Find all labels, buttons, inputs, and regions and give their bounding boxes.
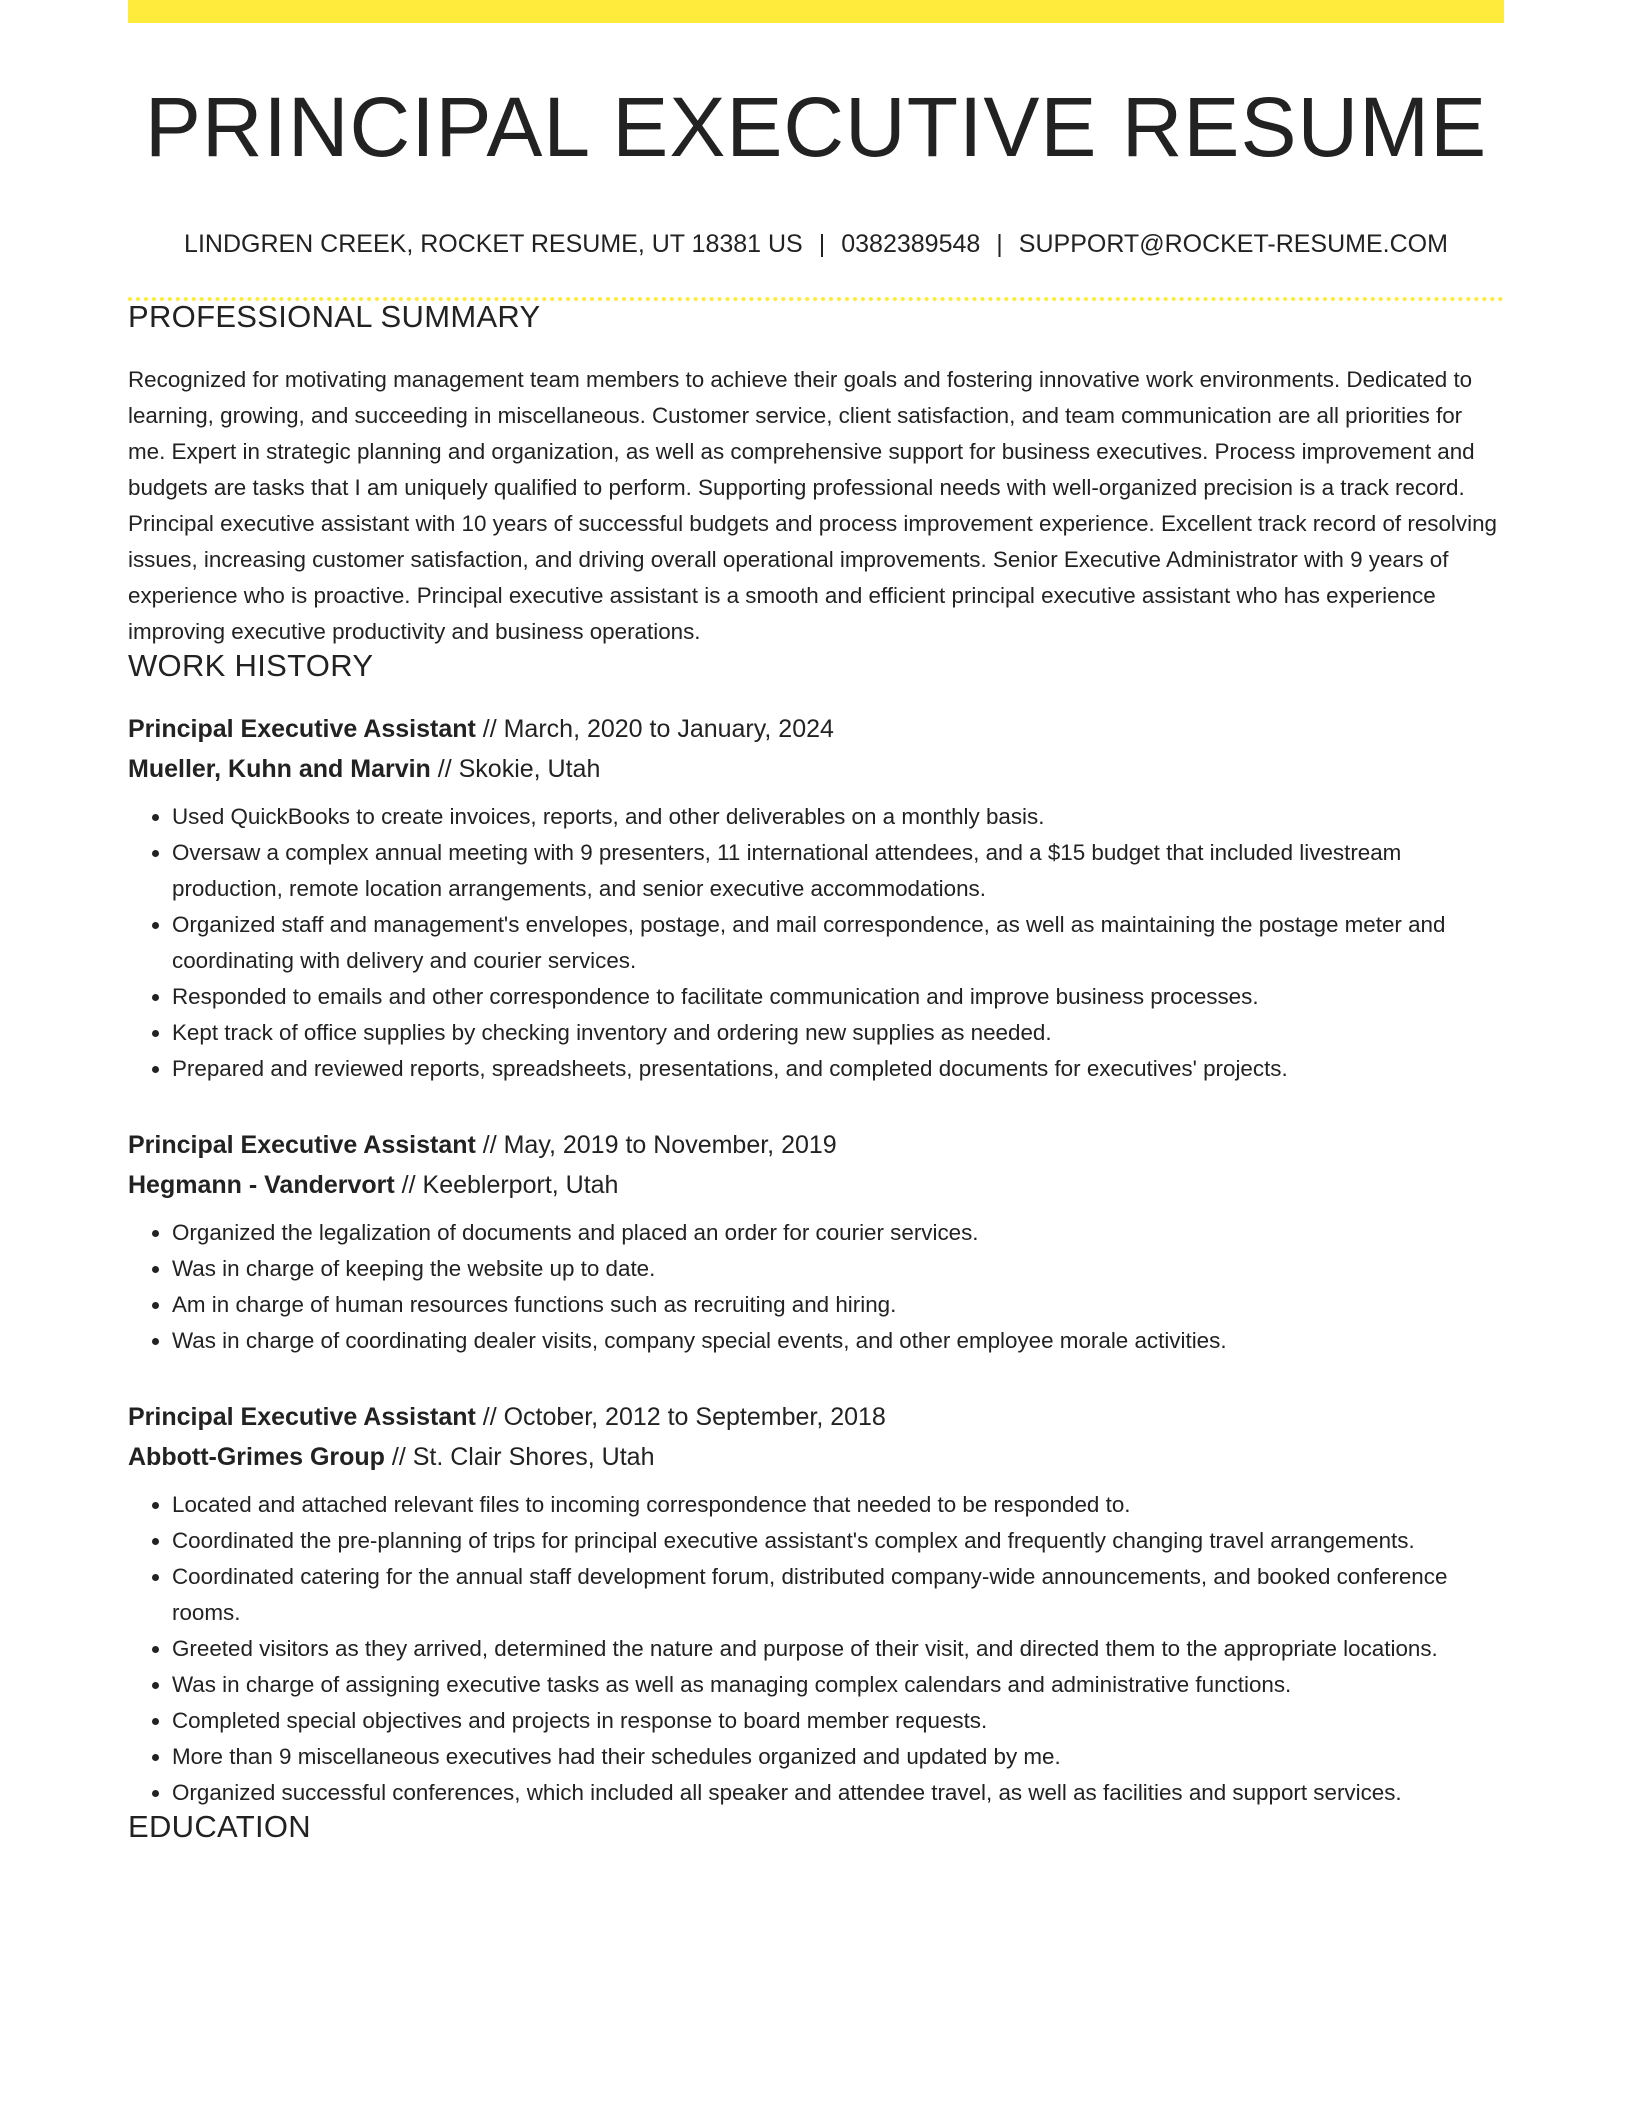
job-entry xyxy=(128,1397,1504,1811)
address: LINDGREN CREEK, ROCKET RESUME, UT 18381 US xyxy=(184,230,803,258)
resume-page xyxy=(128,0,1504,1842)
list-item: • Located and attached relevant files to incoming correspondence that needed to be responded to. xyxy=(172,1487,1504,1523)
list-item: • Used QuickBooks to create invoices, reports, and other deliverables on a monthly basis. xyxy=(172,799,1504,835)
list-item: • Completed special objectives and projects in response to board member requests. xyxy=(172,1703,1504,1739)
job-location: // Skokie, Utah xyxy=(430,755,601,783)
job-bullets xyxy=(128,1215,1504,1359)
work-history-heading: WORK HISTORY xyxy=(128,648,374,683)
job-dates: // March, 2020 to January, 2024 xyxy=(475,715,834,743)
email: SUPPORT@ROCKET-RESUME.COM xyxy=(1018,230,1448,258)
job-title-line xyxy=(128,709,1504,749)
job-title-line xyxy=(128,1397,1504,1437)
list-item: • Organized the legalization of documents and placed an order for courier services. xyxy=(172,1215,1504,1251)
job-bullets xyxy=(128,1487,1504,1811)
contact-line xyxy=(128,232,1504,257)
list-item: • Organized successful conferences, which included all speaker and attendee travel, as well as facilities and support services. xyxy=(172,1775,1504,1811)
job-title: Principal Executive Assistant xyxy=(128,715,476,743)
list-item: • Responded to emails and other correspondence to facilitate communication and improve business processes. xyxy=(172,979,1504,1015)
list-item: • Was in charge of coordinating dealer visits, company special events, and other employee morale activities. xyxy=(172,1323,1504,1359)
summary-text: Recognized for motivating management team members to achieve their goals and fostering innovative work environments. Dedicated to learning, growing, and succeeding in miscellaneous. Customer service, client satisfaction, and team communication are all priorities for me. Expert in strategic planning and organization, as well as comprehensive support for business executives. Process improvement and budgets are tasks that I am uniquely qualified to perform. Supporting professional needs with well-organized precision is a track record. Principal executive assistant with 10 years of successful budgets and process improvement experience. Excellent track record of resolving issues, increasing customer satisfaction, and driving overall operational improvements. Senior Executive Administrator with 9 years of experience who is proactive. Principal executive assistant is a smooth and efficient principal executive assistant who has experience improving executive productivity and business operations. xyxy=(128,367,1497,644)
list-item: • Coordinated catering for the annual staff development forum, distributed company-wide announcements, and booked conference rooms. xyxy=(172,1559,1504,1631)
job-company-line xyxy=(128,1165,1504,1205)
job-bullets xyxy=(128,799,1504,1087)
list-item: • Prepared and reviewed reports, spreadsheets, presentations, and completed documents for executives' projects. xyxy=(172,1051,1504,1087)
work-history-list xyxy=(128,709,1504,1811)
list-item: • Was in charge of keeping the website up to date. xyxy=(172,1251,1504,1287)
job-title-line xyxy=(128,1125,1504,1165)
list-item: • Coordinated the pre-planning of trips for principal executive assistant's complex and frequently changing travel arrangements. xyxy=(172,1523,1504,1559)
list-item: • Kept track of office supplies by checking inventory and ordering new supplies as needed. xyxy=(172,1015,1504,1051)
job-company-line xyxy=(128,749,1504,789)
summary-heading: PROFESSIONAL SUMMARY xyxy=(128,299,541,334)
education-heading: EDUCATION xyxy=(128,1809,311,1844)
contact-separator: | xyxy=(818,230,826,258)
job-dates: // May, 2019 to November, 2019 xyxy=(475,1131,837,1159)
job-company: Hegmann - Vandervort xyxy=(128,1171,395,1199)
contact-separator: | xyxy=(996,230,1003,258)
list-item: • Oversaw a complex annual meeting with 9 presenters, 11 international attendees, and a $15 budget that included livestream production, remote location arrangements, and senior executive accommodations. xyxy=(172,835,1504,907)
accent-bar xyxy=(128,0,1504,23)
list-item: • Organized staff and management's envelopes, postage, and mail correspondence, as well as maintaining the postage meter and coordinating with delivery and courier services. xyxy=(172,907,1504,979)
job-dates: // October, 2012 to September, 2018 xyxy=(475,1403,886,1431)
job-title: Principal Executive Assistant xyxy=(128,1403,476,1431)
list-item: • Was in charge of assigning executive tasks as well as managing complex calendars and administrative functions. xyxy=(172,1667,1504,1703)
list-item: • Greeted visitors as they arrived, determined the nature and purpose of their visit, and directed them to the appropriate locations. xyxy=(172,1631,1504,1667)
job-entry xyxy=(128,709,1504,1087)
list-item: • Am in charge of human resources functions such as recruiting and hiring. xyxy=(172,1287,1504,1323)
list-item: • More than 9 miscellaneous executives had their schedules organized and updated by me. xyxy=(172,1739,1504,1775)
job-title: Principal Executive Assistant xyxy=(128,1131,476,1159)
job-company-line xyxy=(128,1437,1504,1477)
resume-title: PRINCIPAL EXECUTIVE RESUME xyxy=(144,80,1488,174)
job-location: // St. Clair Shores, Utah xyxy=(384,1443,655,1471)
job-company: Abbott-Grimes Group xyxy=(128,1443,385,1471)
job-company: Mueller, Kuhn and Marvin xyxy=(128,755,431,783)
phone: 0382389548 xyxy=(841,230,981,258)
job-location: // Keeblerport, Utah xyxy=(394,1171,619,1199)
job-entry xyxy=(128,1125,1504,1359)
